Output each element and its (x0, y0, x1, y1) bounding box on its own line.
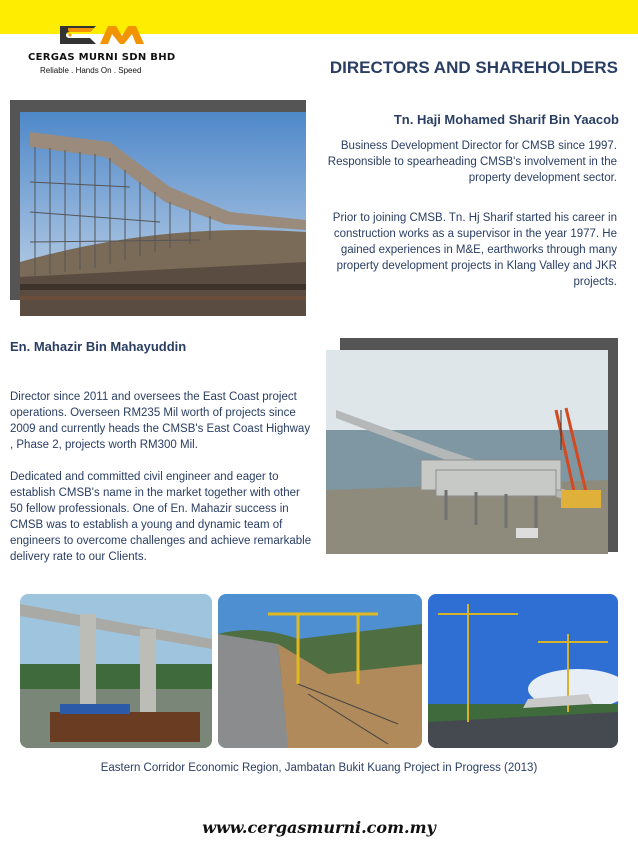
director-2-bio-paragraph-1: Director since 2011 and oversees the East Coast project operations. Overseen RM235 Mil worth of projects since 2009 and currently heads the CMSB's East Coast Highway , Phase 2, projects worth RM300 Mil. (10, 391, 311, 451)
company-name: CERGAS MURNI SDN BHD (28, 52, 176, 63)
photo-bridge-scaffolding (20, 112, 306, 316)
page-title: DIRECTORS AND SHAREHOLDERS (329, 58, 618, 77)
director-1-name: Tn. Haji Mohamed Sharif Bin Yaacob (393, 112, 619, 127)
director-1-bio-paragraph-1: Business Development Director for CMSB since 1997. Responsible to spearheading CMSB's involvement in the property development sector. (327, 140, 617, 184)
gallery-photo-cranes-road (428, 594, 618, 748)
company-tagline: Reliable . Hands On . Speed (40, 66, 142, 75)
gallery-caption: Eastern Corridor Economic Region, Jambatan Bukit Kuang Project in Progress (2013) (100, 762, 538, 774)
director-2-name: En. Mahazir Bin Mahayuddin (10, 339, 187, 354)
director-2-bio-paragraph-2: Dedicated and committed civil engineer and eager to establish CMSB's name in the market together with other 50 fellow professionals. One of En. Mahazir success in CMSB was to establish a young and dynamic team of engineers to overcome challenges and achieve remarkable delivery rate to our Clients. (10, 471, 312, 563)
director-1-bio-paragraph-2: Prior to joining CMSB. Tn. Hj Sharif started his career in construction works as a supervisor in the year 1977. He gained experiences in M&E, earthworks through many property development projects in Klang Valley and JKR projects. (332, 212, 617, 288)
photo-sea-bridge-crane (326, 350, 608, 554)
gallery-photo-deck-construction (218, 594, 422, 748)
gallery-photo-river-bridge (20, 594, 212, 748)
website-link[interactable]: www.cergasmurni.com.my (202, 818, 436, 837)
cm-logo-icon (56, 22, 146, 48)
